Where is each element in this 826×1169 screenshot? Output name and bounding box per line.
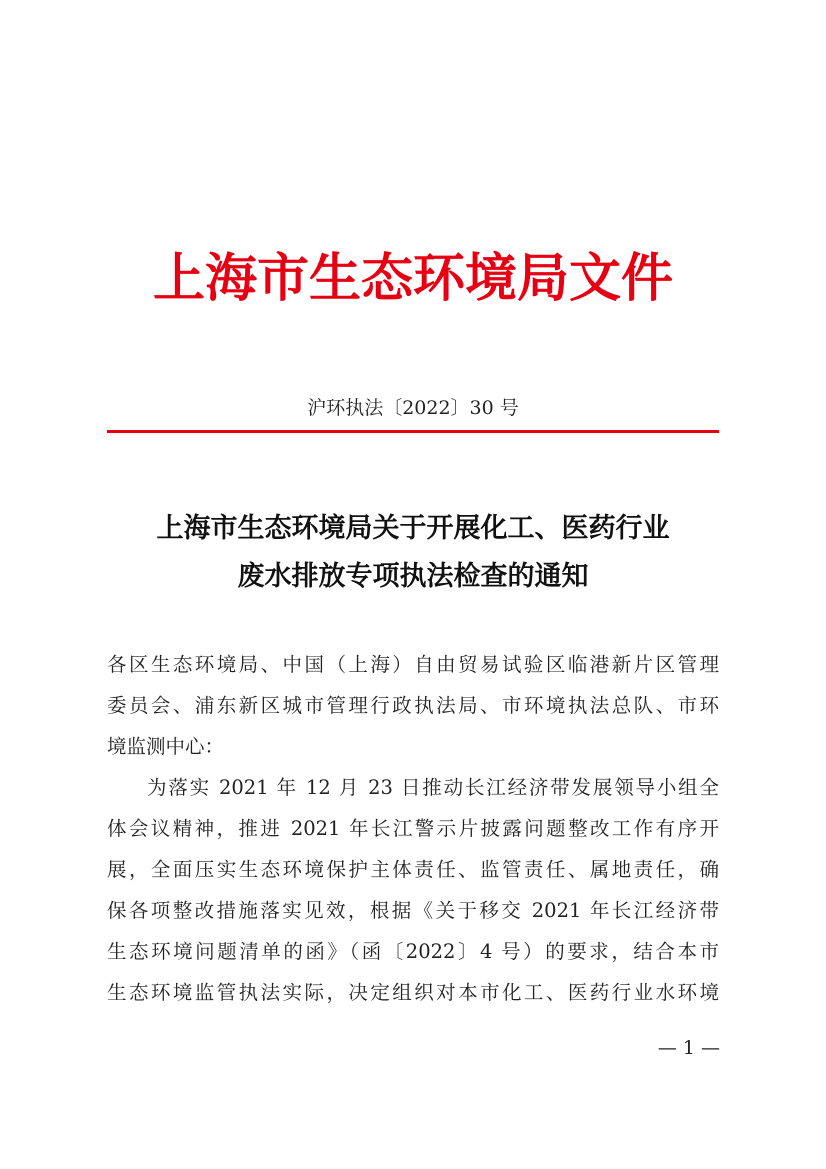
- paragraph-line: 体会议精神，推进 2021 年长江警示片披露问题整改工作有序开: [107, 817, 719, 840]
- paragraph-line: 展，全面压实生态环境保护主体责任、监管责任、属地责任，确: [107, 858, 719, 881]
- addressee-line: 委员会、浦东新区城市管理行政执法局、市环境执法总队、市环: [107, 694, 719, 717]
- addressee-line: 各区生态环境局、中国（上海）自由贸易试验区临港新片区管理: [107, 653, 719, 676]
- masthead-title: 上海市生态环境局文件: [152, 248, 673, 309]
- paragraph-line: 生态环境监管执法实际，决定组织对本市化工、医药行业水环境: [107, 981, 719, 1004]
- red-divider-line: [107, 430, 719, 433]
- title-line-1: 上海市生态环境局关于开展化工、医药行业: [156, 513, 670, 544]
- paragraph-line: 生态环境问题清单的函》（函〔2022〕4 号）的要求，结合本市: [107, 940, 719, 963]
- title-line-2: 废水排放专项执法检查的通知: [237, 561, 589, 592]
- document-title: [107, 505, 719, 601]
- document-number: 沪环执法〔2022〕30 号: [307, 397, 519, 419]
- paragraph-line: 保各项整改措施落实见效，根据《关于移交 2021 年长江经济带: [107, 899, 719, 922]
- document-body: [107, 644, 719, 1013]
- page-number: — 1 —: [657, 1037, 720, 1059]
- paragraph-line: 为落实 2021 年 12 月 23 日推动长江经济带发展领导小组全: [147, 776, 719, 799]
- addressee-line: 境监测中心：: [107, 735, 225, 758]
